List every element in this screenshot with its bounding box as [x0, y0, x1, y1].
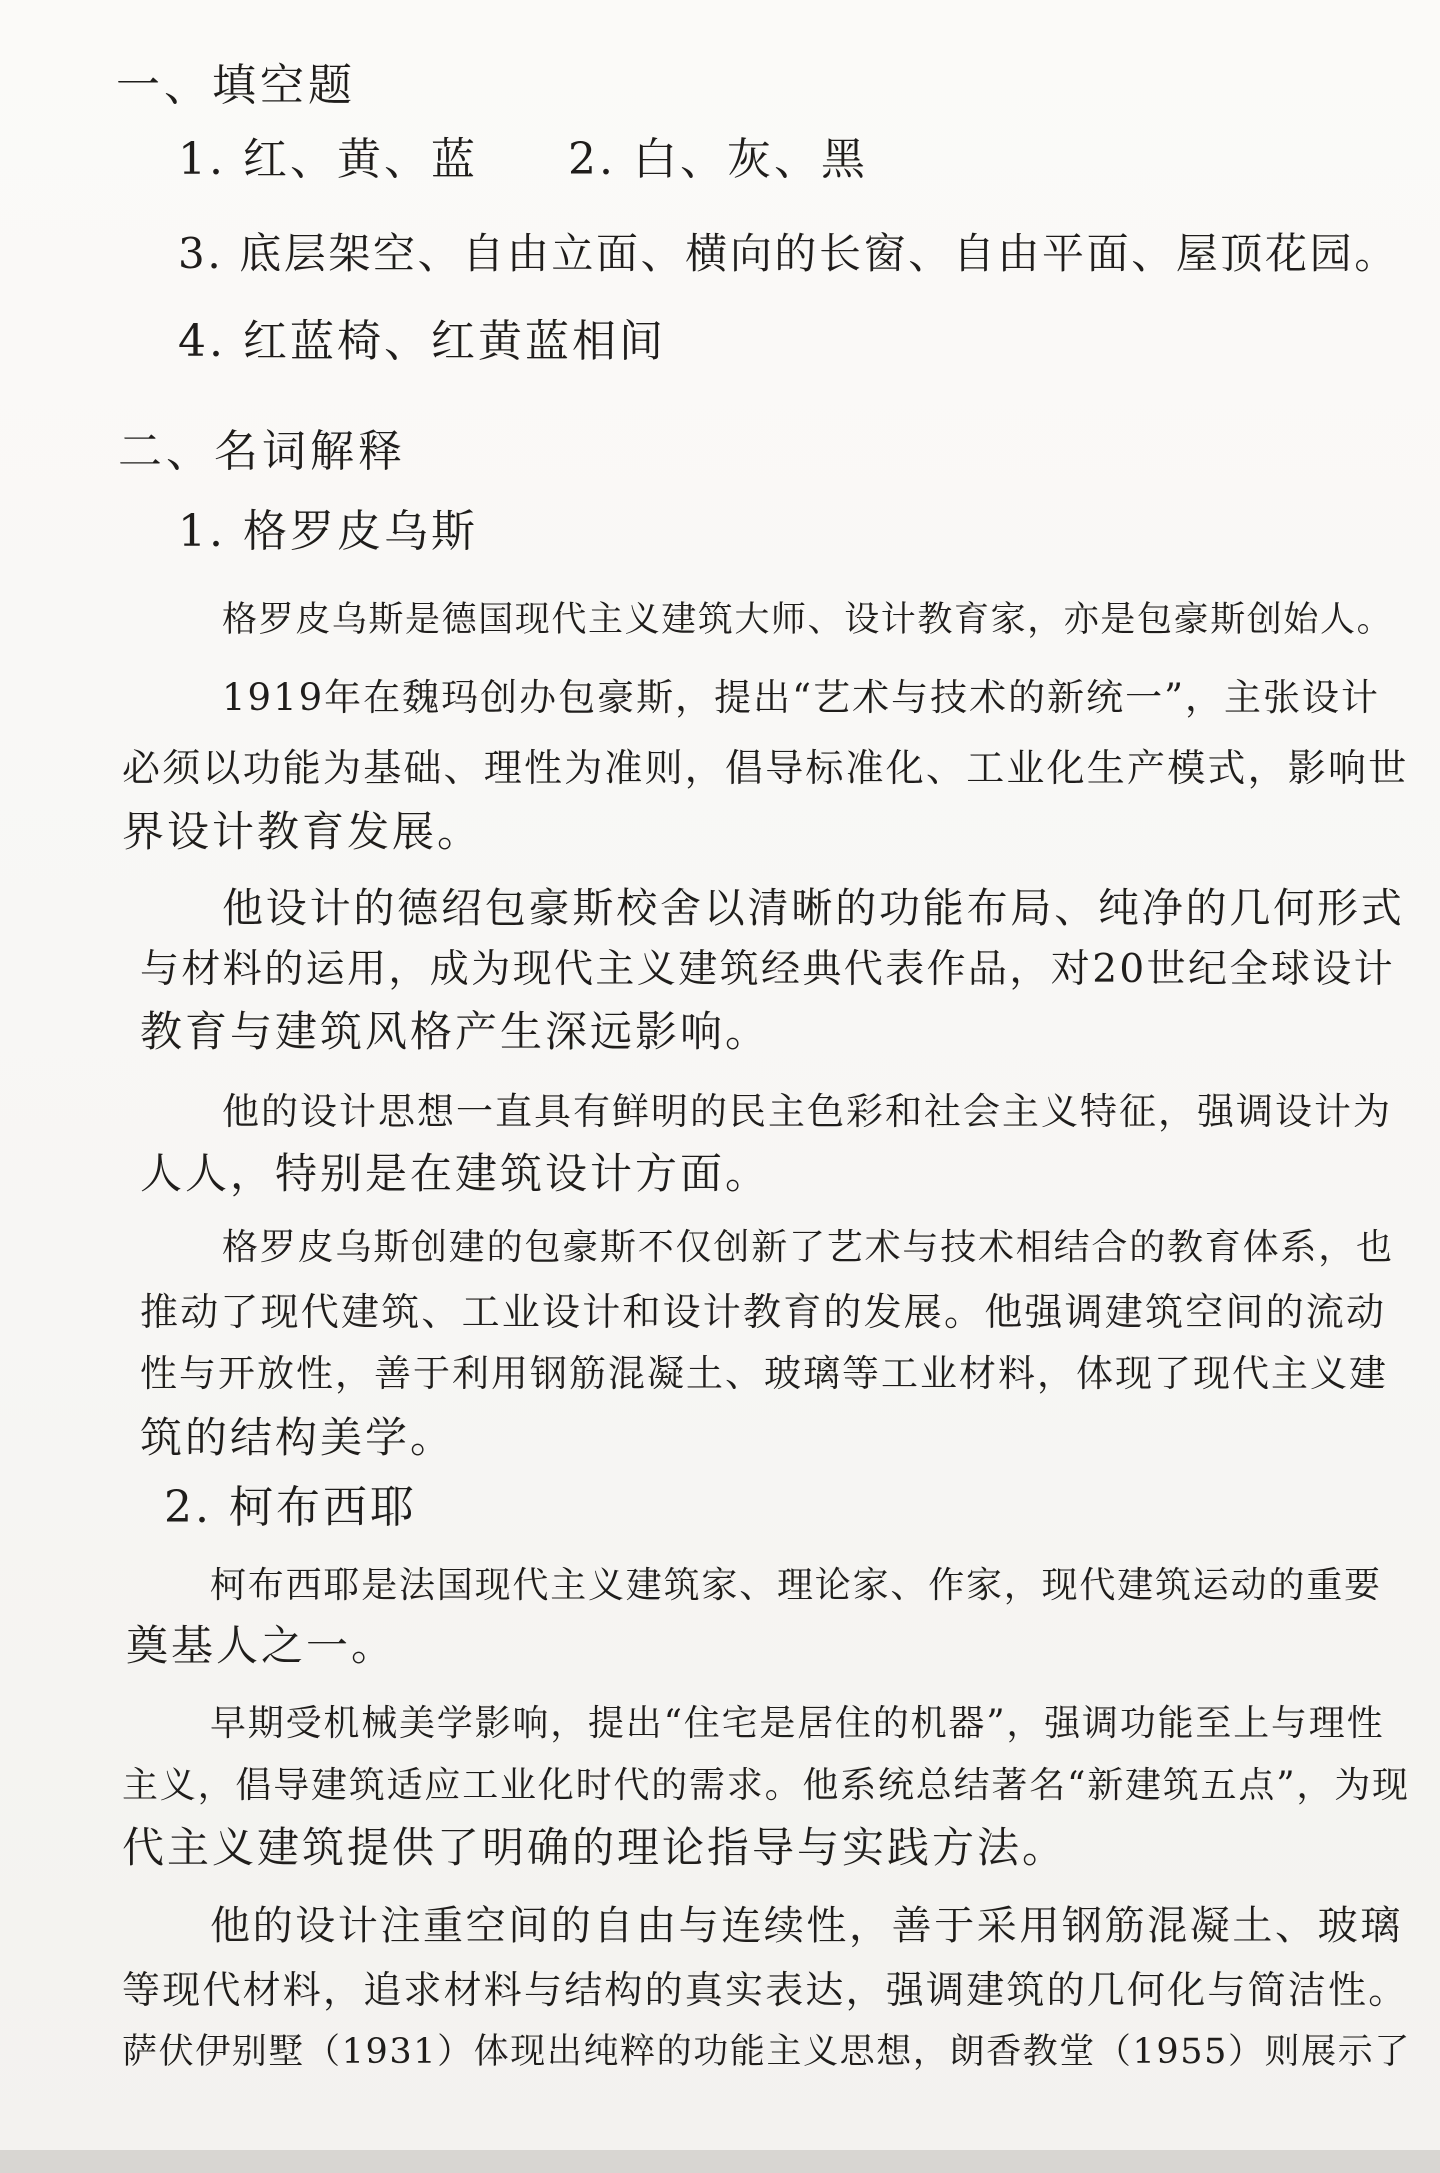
- section-2-heading: 二、名词解释: [118, 426, 406, 477]
- term-1-line: 与材料的运用，成为现代主义建筑经典代表作品，对20世纪全球设计: [140, 947, 1396, 992]
- fill-answer-2: 2. 白、灰、黑: [568, 134, 868, 185]
- term-2-title: 2. 柯布西耶: [164, 1482, 417, 1533]
- term-1-line: 教育与建筑风格产生深远影响。: [140, 1007, 771, 1056]
- term-1-line: 1919年在魏玛创办包豪斯，提出“艺术与技术的新统一”，主张设计: [222, 676, 1380, 719]
- term-1-line: 他设计的德绍包豪斯校舍以清晰的功能布局、纯净的几何形式: [222, 884, 1405, 932]
- term-1-line: 他的设计思想一直具有鲜明的民主色彩和社会主义特征，强调设计为: [222, 1090, 1392, 1133]
- term-2-line: 他的设计注重空间的自由与连续性，善于采用钢筋混凝土、玻璃: [210, 1903, 1403, 1949]
- term-1-line: 推动了现代建筑、工业设计和设计教育的发展。他强调建筑空间的流动: [140, 1290, 1387, 1334]
- term-1-line: 人人，特别是在建筑设计方面。: [140, 1149, 771, 1198]
- section-1-heading: 一、填空题: [116, 60, 356, 111]
- term-2-line: 萨伏伊别墅（1931）体现出纯粹的功能主义思想，朗香教堂（1955）则展示了: [122, 2032, 1411, 2072]
- term-1-line: 界设计教育发展。: [122, 807, 483, 856]
- term-1-line: 格罗皮乌斯创建的包豪斯不仅创新了艺术与技术相结合的教育体系，也: [222, 1227, 1394, 1268]
- term-1-line: 筑的结构美学。: [140, 1413, 456, 1462]
- term-1-title: 1. 格罗皮乌斯: [178, 506, 478, 557]
- term-2-line: 柯布西耶是法国现代主义建筑家、理论家、作家，现代建筑运动的重要: [210, 1565, 1382, 1606]
- page-bottom-edge: [0, 2150, 1440, 2173]
- term-2-line: 代主义建筑提供了明确的理论指导与实践方法。: [122, 1823, 1068, 1872]
- term-2-line: 主义，倡导建筑适应工业化时代的需求。他系统总结著名“新建筑五点”，为现: [122, 1765, 1410, 1806]
- fill-answer-1: 1. 红、黄、蓝: [178, 134, 478, 185]
- term-2-line: 奠基人之一。: [126, 1621, 397, 1670]
- term-2-line: 早期受机械美学影响，提出“住宅是居住的机器”，强调功能至上与理性: [210, 1703, 1385, 1744]
- term-1-line: 格罗皮乌斯是德国现代主义建筑大师、设计教育家，亦是包豪斯创始人。: [222, 600, 1394, 640]
- term-1-line: 必须以功能为基础、理性为准则，倡导标准化、工业化生产模式，影响世: [122, 746, 1409, 790]
- fill-answer-3: 3. 底层架空、自由立面、横向的长窗、自由平面、屋顶花园。: [178, 229, 1399, 278]
- term-2-line: 等现代材料，追求材料与结构的真实表达，强调建筑的几何化与简洁性。: [122, 1968, 1409, 2012]
- fill-answer-4: 4. 红蓝椅、红黄蓝相间: [178, 316, 666, 367]
- term-1-line: 性与开放性，善于利用钢筋混凝土、玻璃等工业材料，体现了现代主义建: [140, 1352, 1388, 1395]
